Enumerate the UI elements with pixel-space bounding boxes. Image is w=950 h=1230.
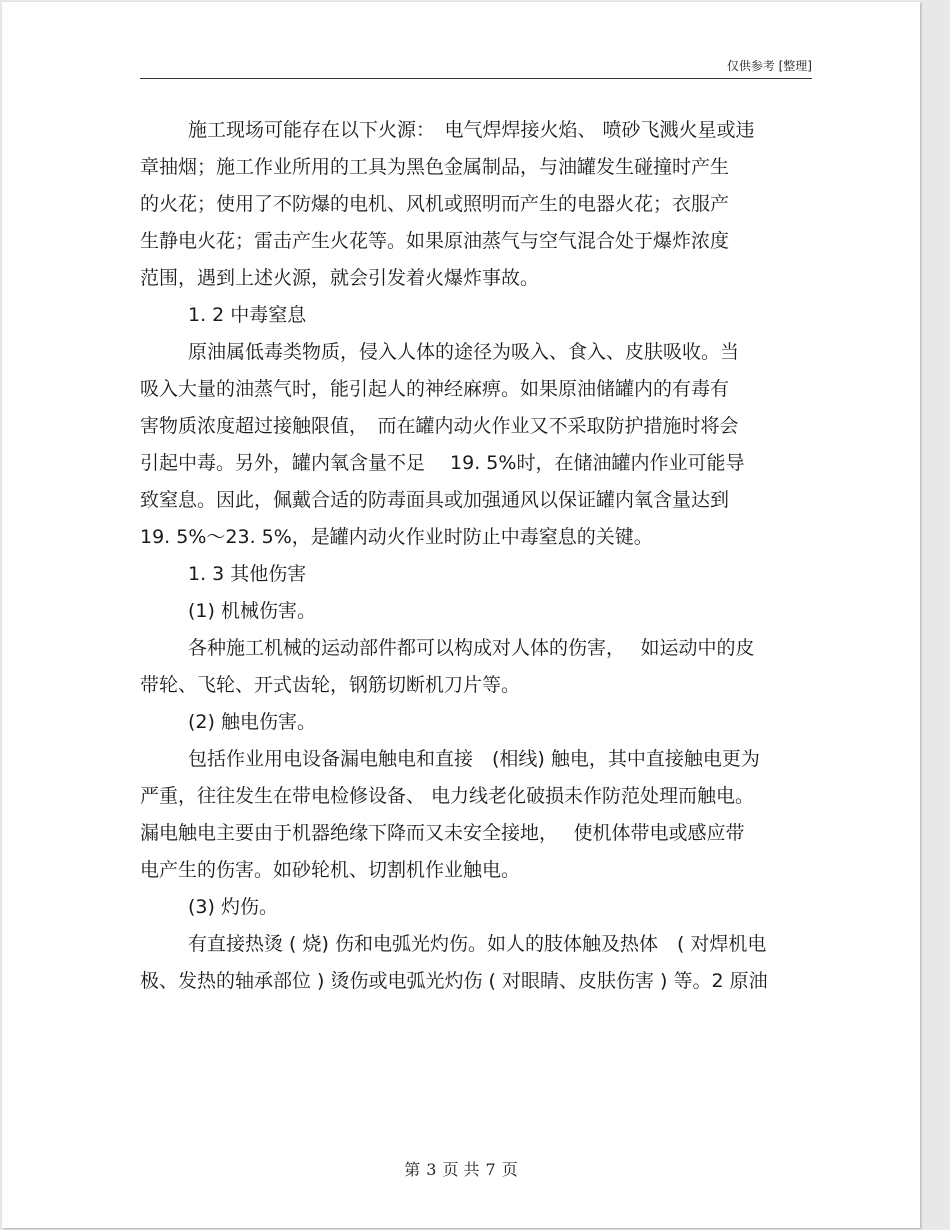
page-footer [2, 1157, 920, 1180]
text-line: 原油属低毒类物质，侵入人体的途径为吸入、食入、皮肤吸收。当 [188, 341, 740, 363]
text-line: (2) 触电伤害。 [188, 711, 316, 733]
header-rule [140, 78, 812, 79]
text-line: 严重，往往发生在带电检修设备、 电力线老化破损未作防范处理而触电。 [140, 785, 755, 807]
text-line: 生静电火花；雷击产生火花等。如果原油蒸气与空气混合处于爆炸浓度 [140, 230, 730, 252]
footer-total-pages: 7 [485, 1160, 496, 1179]
text-line: 的火花；使用了不防爆的电机、风机或照明而产生的电器火花；衣服产 [140, 193, 730, 215]
text-line: 包括作业用电设备漏电触电和直接 (相线) 触电，其中直接触电更为 [188, 748, 760, 770]
footer-prefix: 第 [404, 1160, 421, 1179]
text-line: 施工现场可能存在以下火源： 电气焊焊接火焰、 喷砂飞溅火星或违 [188, 119, 755, 141]
text-line: 吸入大量的油蒸气时，能引起人的神经麻痹。如果原油储罐内的有毒有 [140, 378, 730, 400]
text-line: 极、发热的轴承部位 ) 烫伤或电弧光灼伤 ( 对眼睛、皮肤伤害 ) 等。2 原油 [140, 970, 768, 992]
document-page [2, 2, 920, 1228]
text-line: 引起中毒。另外，罐内氧含量不足 19. 5%时，在储油罐内作业可能导 [140, 452, 745, 474]
text-line: 害物质浓度超过接触限值， 而在罐内动火作业又不采取防护措施时将会 [140, 415, 739, 437]
text-line: 1. 3 其他伤害 [188, 563, 307, 585]
text-line: 带轮、飞轮、开式齿轮，钢筋切断机刀片等。 [140, 674, 521, 696]
page-header: 仅供参考 [整理] [726, 59, 812, 73]
footer-current-page: 3 [426, 1160, 437, 1179]
text-line: 致窒息。因此，佩戴合适的防毒面具或加强通风以保证罐内氧含量达到 [140, 489, 730, 511]
text-line: 各种施工机械的运动部件都可以构成对人体的伤害， 如运动中的皮 [188, 637, 755, 659]
body-text [140, 112, 820, 1000]
text-line: 漏电触电主要由于机器绝缘下降而又未安全接地， 使机体带电或感应带 [140, 822, 745, 844]
footer-suffix: 页 [501, 1160, 518, 1179]
text-line: 19. 5%～23. 5%，是罐内动火作业时防止中毒窒息的关键。 [140, 526, 653, 548]
text-line: (1) 机械伤害。 [188, 600, 316, 622]
footer-middle: 页 共 [442, 1160, 480, 1179]
text-line: (3) 灼伤。 [188, 896, 278, 918]
text-line: 电产生的伤害。如砂轮机、切割机作业触电。 [140, 859, 521, 881]
text-line: 1. 2 中毒窒息 [188, 304, 307, 326]
text-line: 章抽烟；施工作业所用的工具为黑色金属制品，与油罐发生碰撞时产生 [140, 156, 730, 178]
text-line: 范围，遇到上述火源，就会引发着火爆炸事故。 [140, 267, 540, 289]
text-line: 有直接热烫 ( 烧) 伤和电弧光灼伤。如人的肢体触及热体 ( 对焊机电 [188, 933, 767, 955]
